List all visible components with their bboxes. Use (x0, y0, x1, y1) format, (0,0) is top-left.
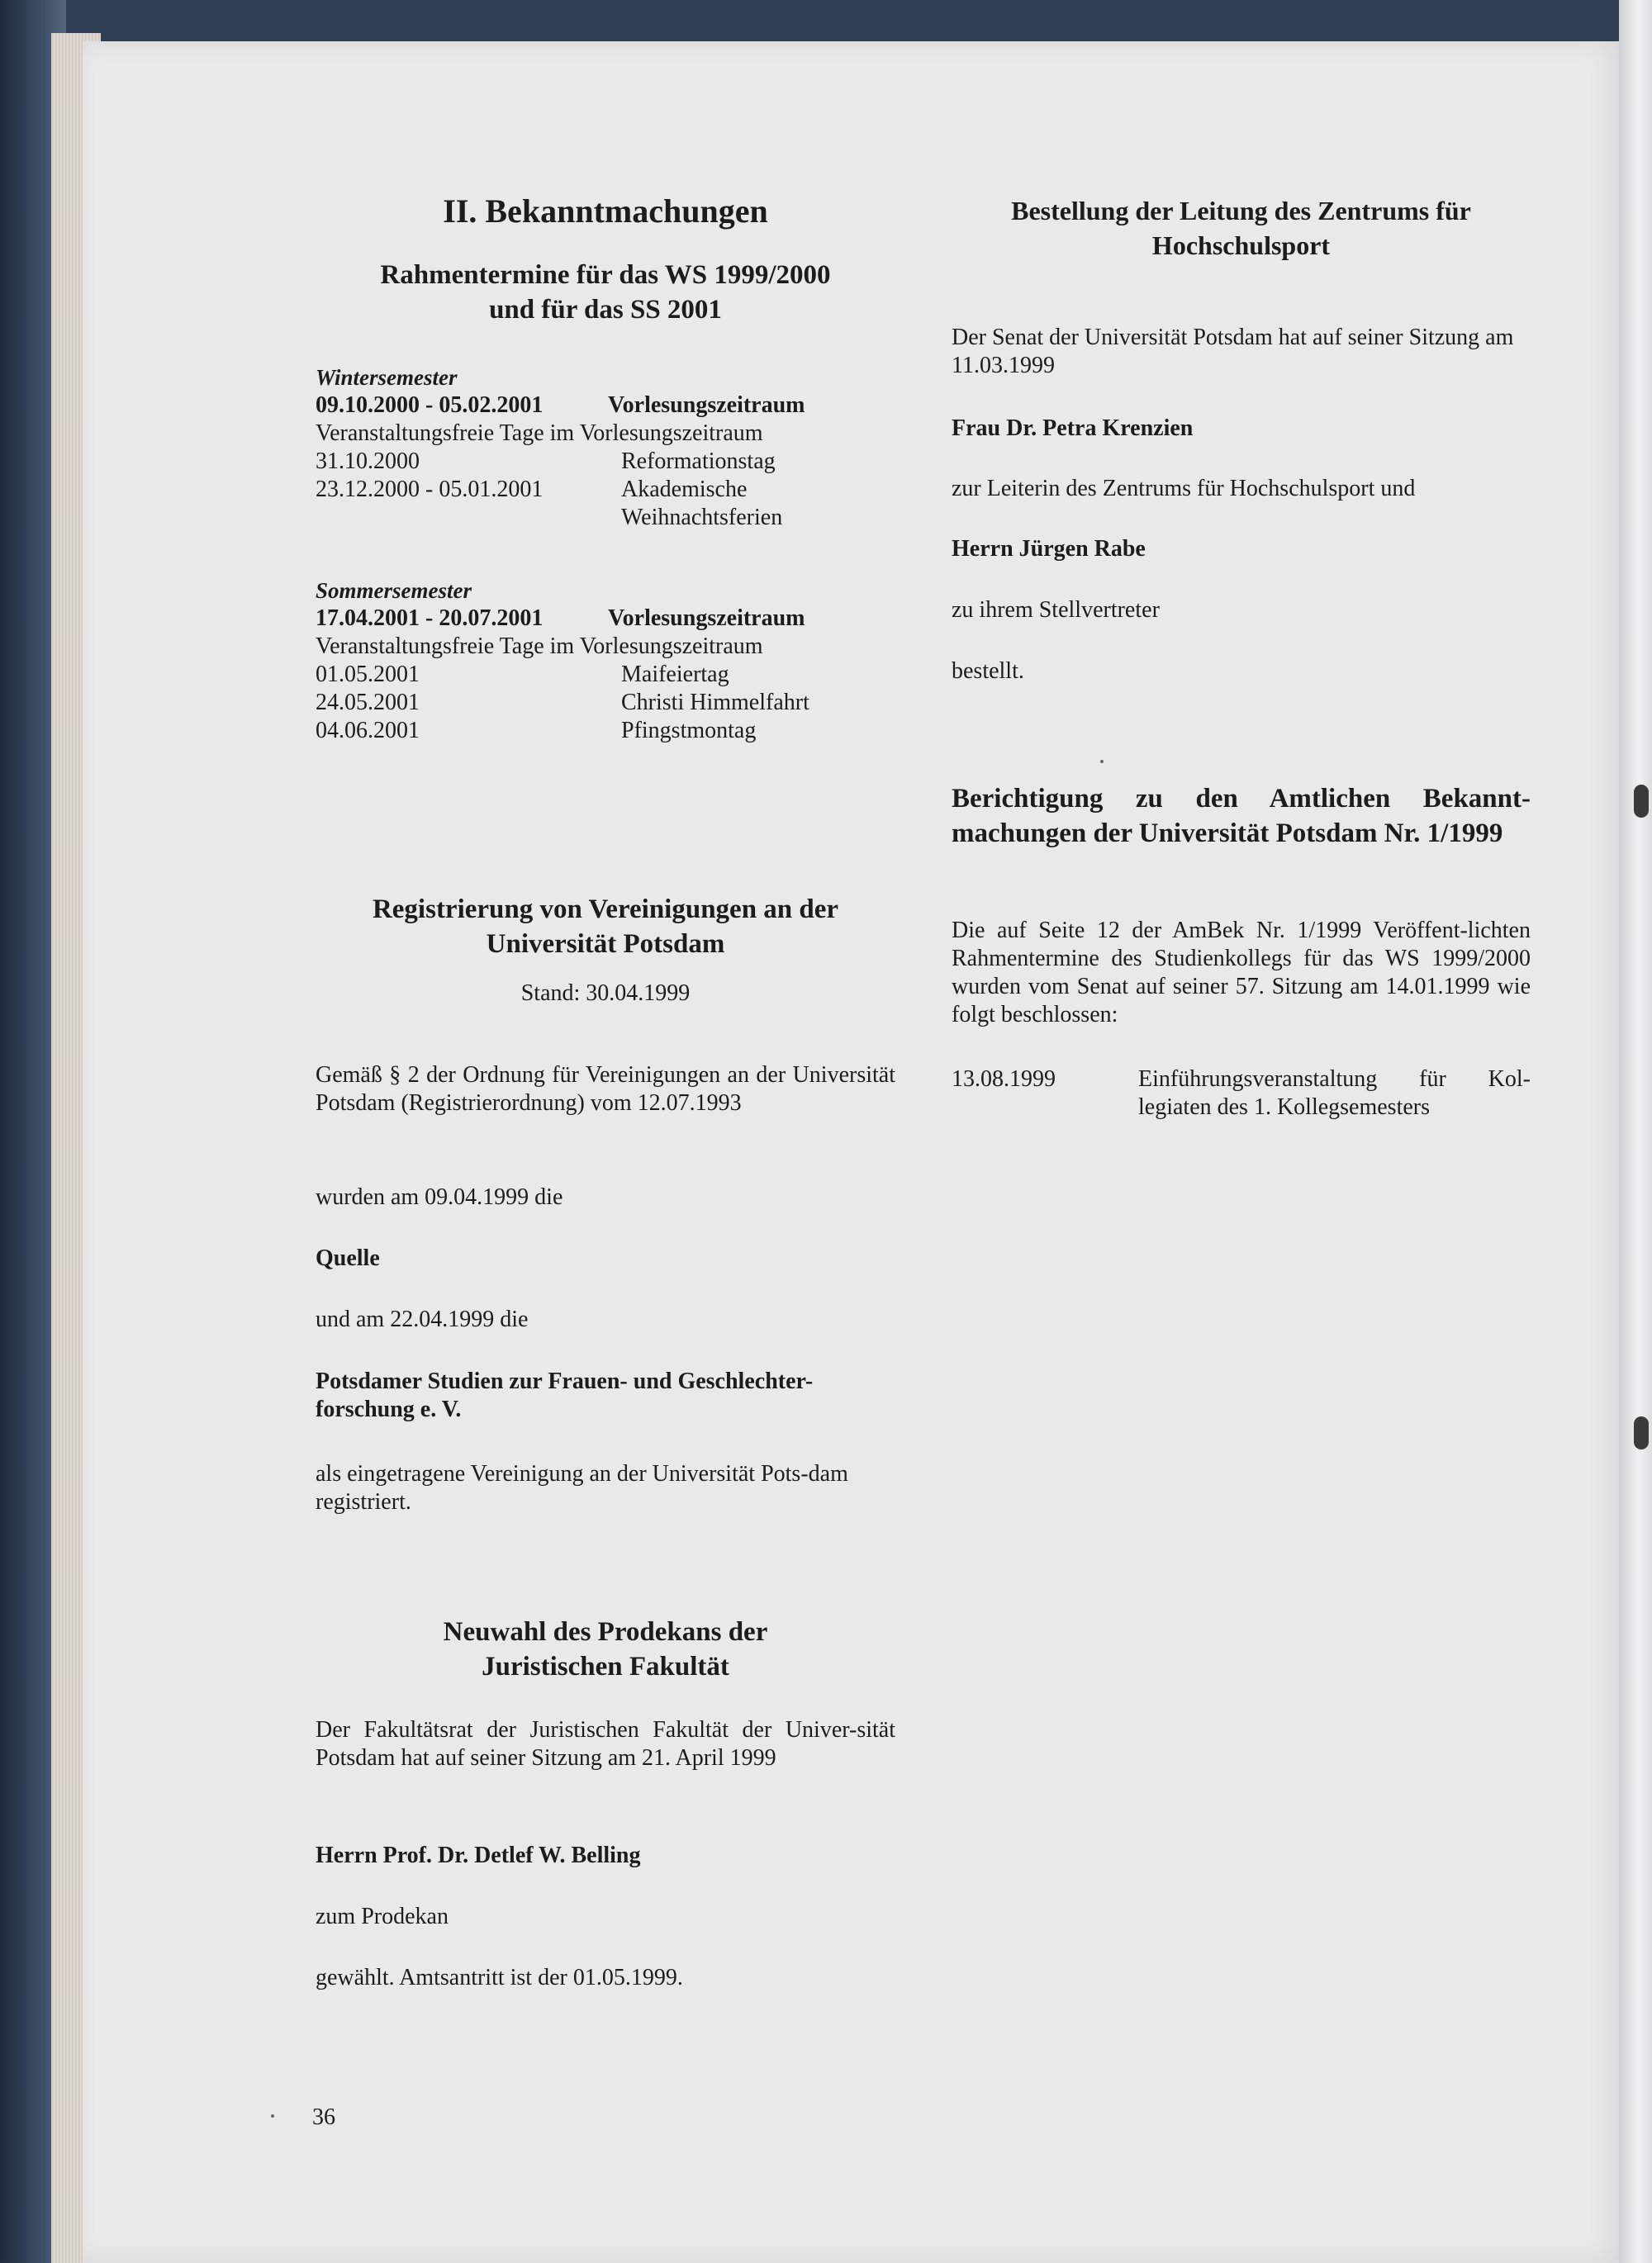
wintersemester-block (316, 363, 895, 532)
ss-label: Sommersemester (316, 578, 472, 603)
ss-row (316, 689, 895, 717)
neuwahl-para3: gewählt. Amtsantritt ist der 01.05.1999. (316, 1965, 683, 1990)
scan-speck (1100, 760, 1104, 763)
ss-row-text: Pfingstmontag (621, 718, 757, 743)
right-page-edge (1619, 0, 1652, 2263)
registrierung-name1: Quelle (316, 1245, 380, 1271)
registrierung-section (316, 892, 895, 1008)
ws-row-date: Veranstaltungsfreie Tage im Vorlesungszeitraum (316, 420, 763, 446)
registrierung-name2: Potsdamer Studien zur Frauen- und Geschlechter-forschung e. V. (316, 1369, 814, 1422)
bestellung-para4: bestellt. (952, 658, 1024, 684)
neuwahl-title-line2: Juristischen Fakultät (482, 1652, 729, 1682)
bestellung-para1: Der Senat der Universität Potsdam hat auf seiner Sitzung am 11.03.1999 (952, 325, 1514, 378)
bestellung-name1: Frau Dr. Petra Krenzien (952, 415, 1194, 441)
binding-clip-bottom (1634, 1416, 1649, 1449)
ss-row-text: Vorlesungszeitraum (608, 605, 805, 631)
binding-clip-top (1634, 785, 1649, 818)
berichtigung-row-date: 13.08.1999 (952, 1066, 1056, 1092)
berichtigung-title: Berichtigung zu den Amtlichen Bekannt-machungen der Universität Potsdam Nr. 1/1999 (952, 784, 1531, 848)
ws-row (316, 448, 895, 476)
berichtigung-para1: Die auf Seite 12 der AmBek Nr. 1/1999 Veröffent-lichten Rahmentermine des Studienkollegs für das WS 1999/2000 wurden vom Senat auf seiner 57. Sitzung am 14.01.1999 wie folgt beschlossen: (952, 918, 1531, 1027)
bestellung-section (952, 193, 1531, 263)
ss-row-date: 04.06.2001 (316, 718, 420, 743)
ss-row-text: Maifeiertag (621, 662, 729, 687)
ws-row-date: 09.10.2000 - 05.02.2001 (316, 392, 544, 418)
berichtigung-row (952, 1065, 1531, 1122)
bestellung-title-line1: Bestellung der Leitung des Zentrums für (1011, 196, 1471, 225)
bestellung-name2: Herrn Jürgen Rabe (952, 536, 1146, 562)
bestellung-para3: zu ihrem Stellvertreter (952, 597, 1160, 623)
neuwahl-title-line1: Neuwahl des Prodekans der (443, 1617, 768, 1647)
scan-speck (271, 2114, 274, 2118)
ws-row (316, 391, 895, 420)
ss-row (316, 717, 895, 745)
ss-row (316, 605, 895, 633)
registrierung-para2: wurden am 09.04.1999 die (316, 1184, 563, 1210)
ws-row-date: 23.12.2000 - 05.01.2001 (316, 477, 544, 502)
ws-row-text: Akademische (621, 477, 748, 502)
registrierung-para4: als eingetragene Vereinigung an der Universität Pots-dam registriert. (316, 1461, 848, 1515)
registrierung-stand: Stand: 30.04.1999 (520, 980, 691, 1006)
ss-row-date: 01.05.2001 (316, 662, 420, 687)
registrierung-title-line1: Registrierung von Vereinigungen an der (372, 894, 839, 924)
neuwahl-name: Herrn Prof. Dr. Detlef W. Belling (316, 1843, 641, 1868)
page-number: 36 (312, 2104, 335, 2130)
registrierung-title-line2: Universität Potsdam (486, 929, 725, 959)
page-title: II. Bekanntmachungen (443, 192, 768, 230)
rahmentermine-title-line1: Rahmentermine für das WS 1999/2000 (380, 260, 831, 290)
rahmentermine-title-line2: und für das SS 2001 (489, 295, 722, 325)
registrierung-para1: Gemäß § 2 der Ordnung für Vereinigungen an der Universität Potsdam (Registrierordnung) vom 12.07.1993 (316, 1062, 895, 1116)
ss-row (316, 633, 895, 661)
ws-row (316, 504, 895, 532)
neuwahl-section (316, 1615, 895, 1684)
ws-label: Wintersemester (316, 365, 458, 390)
registrierung-para3: und am 22.04.1999 die (316, 1307, 529, 1332)
ss-row-date: 17.04.2001 - 20.07.2001 (316, 605, 544, 631)
rahmentermine-section (316, 258, 895, 327)
document-page (83, 41, 1619, 2263)
ss-row-date: Veranstaltungsfreie Tage im Vorlesungszeitraum (316, 633, 763, 659)
neuwahl-para2: zum Prodekan (316, 1904, 449, 1929)
bestellung-title-line2: Hochschulsport (1151, 230, 1331, 260)
ss-row-date: 24.05.2001 (316, 690, 420, 715)
bestellung-para2: zur Leiterin des Zentrums für Hochschulsport und (952, 476, 1416, 501)
berichtigung-row-text: Einführungsveranstaltung für Kol-legiaten des 1. Kollegsemesters (1138, 1066, 1531, 1120)
ws-row (316, 420, 895, 448)
ws-row-text: Reformationstag (621, 448, 776, 474)
ws-row-date: 31.10.2000 (316, 448, 420, 474)
ws-row (316, 476, 895, 504)
ss-row (316, 661, 895, 689)
neuwahl-para1: Der Fakultätsrat der Juristischen Fakultät der Univer-sität Potsdam hat auf seiner Sitzung am 21. April 1999 (316, 1717, 895, 1771)
ss-row-text: Christi Himmelfahrt (621, 690, 809, 715)
ws-row-text: Vorlesungszeitraum (608, 392, 805, 418)
sommersemester-block (316, 576, 895, 745)
ws-row-text: Weihnachtsferien (621, 505, 783, 530)
ws-row-date-empty (316, 504, 621, 532)
